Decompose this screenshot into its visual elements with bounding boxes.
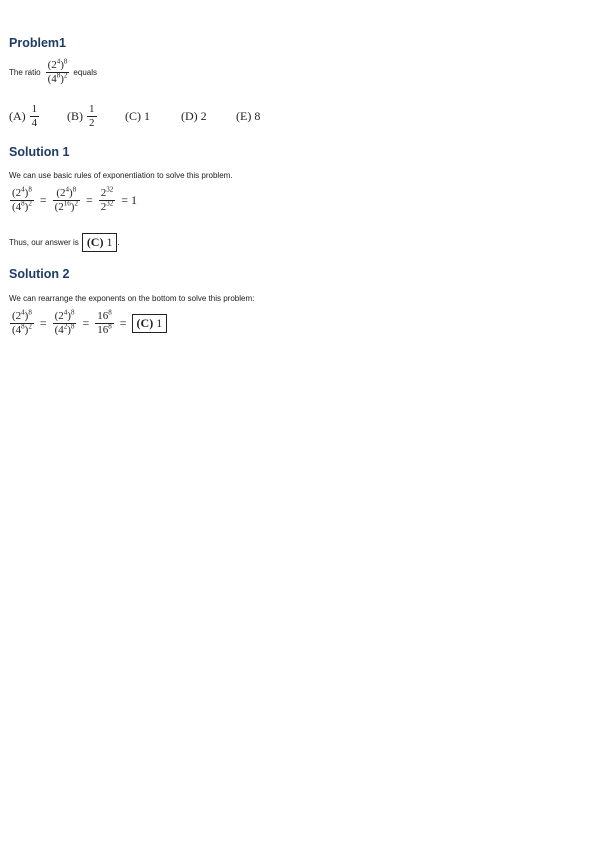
solution1-conclusion: Thus, our answer is (C) 1 . bbox=[9, 233, 120, 252]
problem-ratio-fraction: $\frac{(2^4)^8}{(4^8)^2}$ bbox=[47, 57, 68, 85]
problem-intro-before: The ratio bbox=[9, 68, 41, 77]
solution1-result: 1 bbox=[131, 193, 138, 207]
equals-sign: = bbox=[85, 193, 93, 207]
equals-sign: = bbox=[39, 193, 47, 207]
choice-b: (B) $\frac{1}{2}$ bbox=[67, 103, 95, 129]
solution1-equation bbox=[9, 185, 138, 213]
solution2-step2: $\frac{(2^4)^8}{(4^2)^8}$ bbox=[54, 308, 75, 336]
problem-heading: Problem1 bbox=[9, 36, 66, 50]
choice-a: (A) $\frac{1}{4}$ bbox=[9, 103, 38, 129]
conclusion-text: Thus, our answer is bbox=[9, 238, 79, 247]
solution1-text: We can use basic rules of exponentiation to solve this problem. bbox=[9, 171, 233, 180]
boxed-answer: (C) 1 bbox=[132, 314, 168, 333]
solution1-heading: Solution 1 bbox=[9, 145, 70, 159]
boxed-answer: (C) 1 bbox=[82, 233, 118, 252]
solution1-step3: $\frac{2^{32}}{2^{32}}$ bbox=[100, 185, 114, 213]
solution1-step1: $\frac{(2^4)^8}{(4^8)^2}$ bbox=[12, 185, 32, 213]
solution2-text: We can rearrange the exponents on the bottom to solve this problem: bbox=[9, 294, 255, 303]
answer-choices bbox=[9, 104, 260, 129]
choice-c: (C) 1 bbox=[125, 109, 150, 123]
solution1-step2: $\frac{(2^4)^8}{(2^{16})^2}$ bbox=[54, 185, 78, 213]
equals-sign: = bbox=[121, 193, 129, 207]
problem-intro-after: equals bbox=[73, 68, 97, 77]
choice-e: (E) 8 bbox=[236, 109, 261, 123]
choice-d: (D) 2 bbox=[181, 109, 207, 123]
solution2-step1: $\frac{(2^4)^8}{(4^8)^2}$ bbox=[12, 308, 32, 336]
equals-sign: = bbox=[119, 316, 127, 330]
equals-sign: = bbox=[39, 316, 47, 330]
solution2-step3: $\frac{16^8}{16^8}$ bbox=[97, 308, 112, 336]
problem-statement bbox=[9, 57, 97, 85]
equals-sign: = bbox=[82, 316, 90, 330]
solution2-heading: Solution 2 bbox=[9, 267, 70, 281]
solution2-equation bbox=[9, 308, 167, 336]
